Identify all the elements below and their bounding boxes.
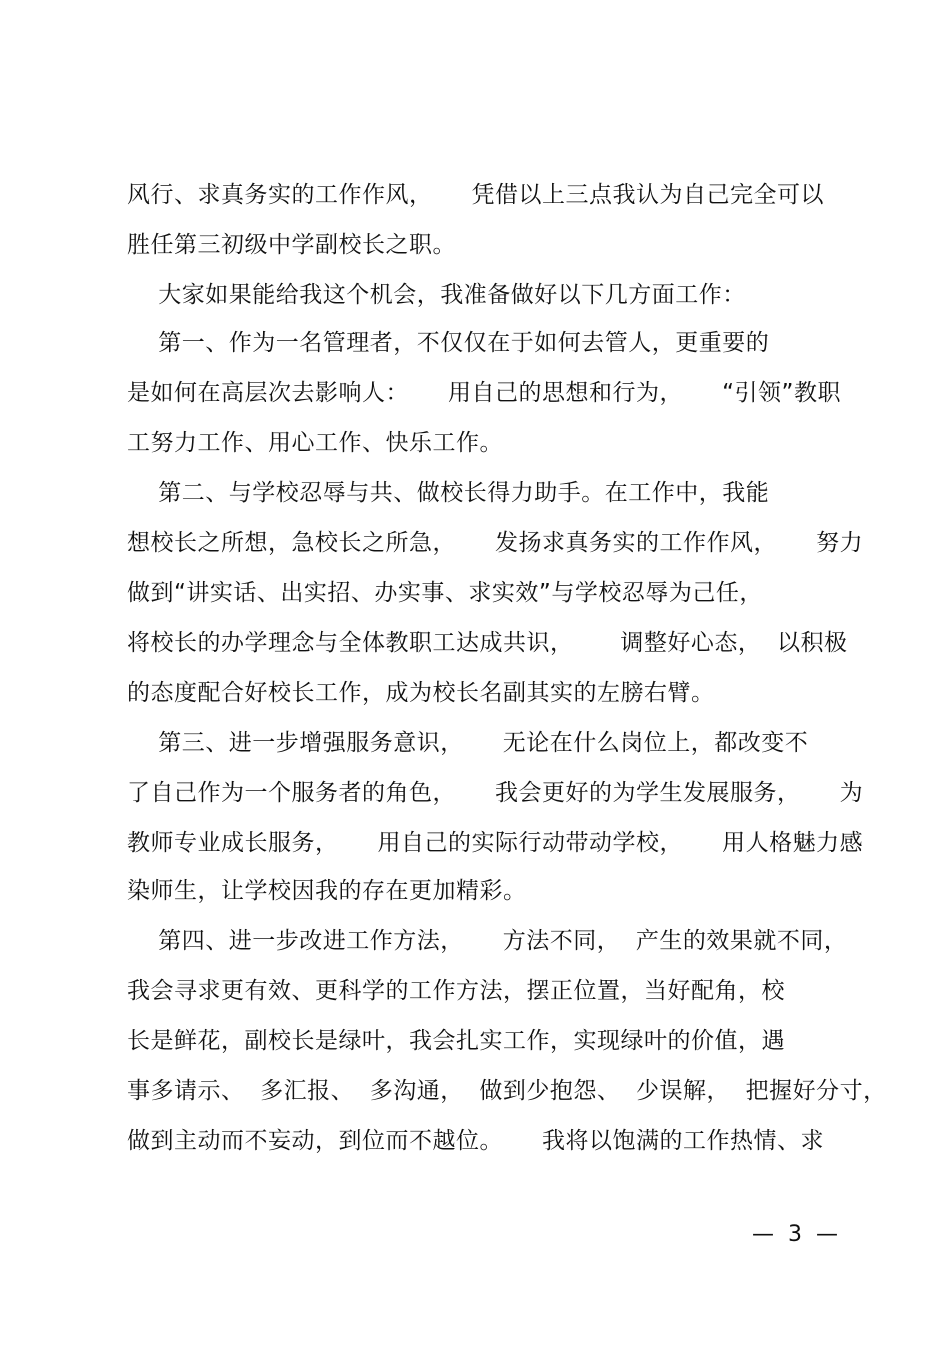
text-line: 我会寻求更有效、更科学的工作方法，摆正位置，当好配角，校 [127, 978, 785, 1004]
text-line: 教师专业成长服务， 用自己的实际行动带动学校， 用人格魅力感 [127, 830, 864, 856]
text-line: 风行、求真务实的工作作风， 凭借以上三点我认为自己完全可以 [127, 182, 825, 208]
text-line: 了自己作为一个服务者的角色， 我会更好的为学生发展服务， 为 [127, 780, 864, 806]
text-line: 第三、进一步增强服务意识， 无论在什么岗位上，都改变不 [127, 730, 809, 756]
text-line: 第四、进一步改进工作方法， 方法不同， 产生的效果就不同， [127, 928, 848, 954]
text-line: 工努力工作、用心工作、快乐工作。 [127, 430, 503, 456]
text-line: 染师生，让学校因我的存在更加精彩。 [127, 878, 527, 904]
text-line: 是如何在高层次去影响人： 用自己的思想和行为， “引领”教职 [127, 380, 841, 406]
text-line: 第二、与学校忍辱与共、做校长得力助手。在工作中，我能 [127, 480, 770, 506]
text-line: 做到“讲实话、出实招、办实事、求实效”与学校忍辱为己任， [127, 580, 763, 606]
text-line: 长是鲜花，副校长是绿叶，我会扎实工作，实现绿叶的价值，遇 [127, 1028, 785, 1054]
text-line: 想校长之所想，急校长之所急， 发扬求真务实的工作作风， 努力 [127, 530, 864, 556]
text-line: 胜任第三初级中学副校长之职。 [127, 232, 456, 258]
page-number: — 3 — [752, 1222, 838, 1247]
text-line: 第一、作为一名管理者，不仅仅在于如何去管人，更重要的 [127, 330, 770, 356]
text-line: 的态度配合好校长工作，成为校长名副其实的左膀右臂。 [127, 680, 715, 706]
text-line: 大家如果能给我这个机会，我准备做好以下几方面工作： [127, 282, 746, 308]
text-line: 做到主动而不妄动，到位而不越位。 我将以饱满的工作热情、求 [127, 1128, 825, 1154]
text-line: 将校长的办学理念与全体教职工达成共识， 调整好心态， 以积极 [127, 630, 848, 656]
text-line: 事多请示、 多汇报、 多沟通， 做到少抱怨、 少误解， 把握好分寸， [127, 1078, 887, 1104]
